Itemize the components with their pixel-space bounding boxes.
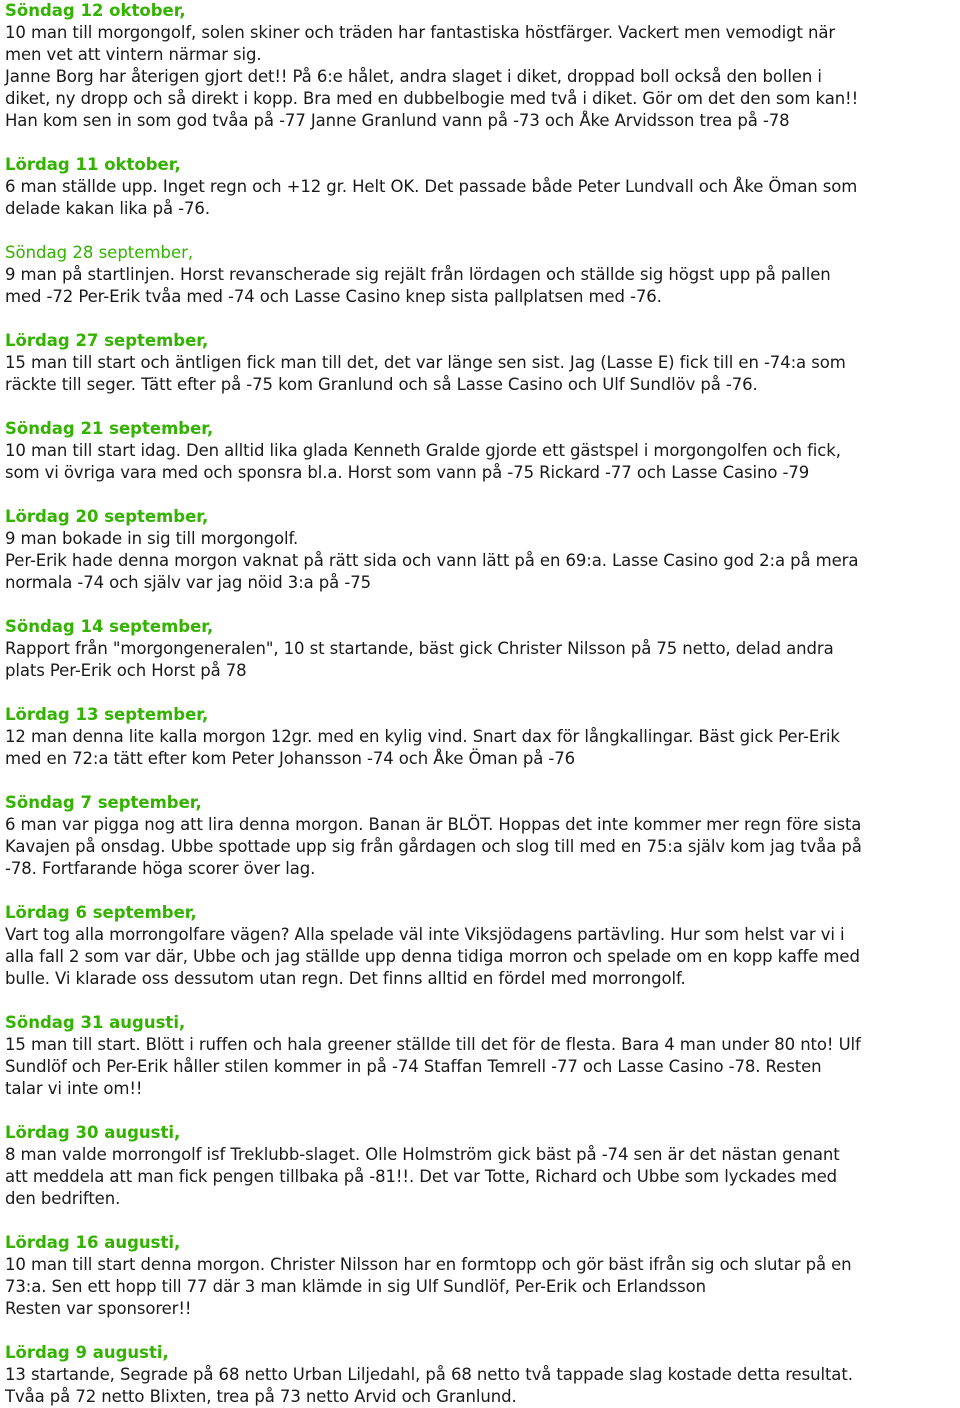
entry-text-line: 12 man denna lite kalla morgon 12gr. med en kylig vind. Snart dax för långkallingar. Bäst gick Per-Erik xyxy=(5,727,840,746)
entry-text-line: alla fall 2 som var där, Ubbe och jag ställde upp denna tidiga morron och spelade om en kopp kaffe med xyxy=(5,947,860,966)
report-entry xyxy=(5,990,960,1100)
entry-text-line: 15 man till start. Blött i ruffen och hala greener ställde till det för de flesta. Bara 4 man under 80 nto! Ulf xyxy=(5,1035,861,1054)
entry-text-line: Tvåa på 72 netto Blixten, trea på 73 netto Arvid och Granlund. xyxy=(5,1387,517,1406)
entry-date-heading: Söndag 31 augusti, xyxy=(5,1013,186,1032)
entry-spacer xyxy=(5,682,960,704)
entry-date-heading: Söndag 21 september, xyxy=(5,419,214,438)
entry-text-line: bulle. Vi klarade oss dessutom utan regn. Det finns alltid en fördel med morrongolf. xyxy=(5,969,686,988)
entry-spacer xyxy=(5,132,960,154)
entry-text-line: Janne Borg har återigen gjort det!! På 6:e hålet, andra slaget i diket, droppad boll också den bollen i xyxy=(5,67,822,86)
entry-text-line: Rapport från "morgongeneralen", 10 st startande, bäst gick Christer Nilsson på 75 netto, delad andra xyxy=(5,639,834,658)
entry-text-line: Vart tog alla morrongolfare vägen? Alla spelade väl inte Viksjödagens partävling. Hur som helst var vi i xyxy=(5,925,845,944)
entry-text-line: men vet att vintern närmar sig. xyxy=(5,45,262,64)
report-entry xyxy=(5,1210,960,1320)
entry-spacer xyxy=(5,770,960,792)
entry-spacer xyxy=(5,396,960,418)
report-entry xyxy=(5,1320,960,1408)
entry-text-line: normala -74 och själv var jag nöid 3:a på -75 xyxy=(5,573,371,592)
entry-date-heading: Söndag 7 september, xyxy=(5,793,202,812)
report-entry xyxy=(5,308,960,396)
entry-date-heading: Lördag 9 augusti, xyxy=(5,1343,169,1362)
entry-text-line: Resten var sponsorer!! xyxy=(5,1299,192,1318)
entry-text-line: med en 72:a tätt efter kom Peter Johansson -74 och Åke Öman på -76 xyxy=(5,749,576,768)
entry-text-line: 15 man till start och äntligen fick man till det, det var länge sen sist. Jag (Lasse E) fick till en -74:a som xyxy=(5,353,846,372)
entry-date-heading: Lördag 20 september, xyxy=(5,507,209,526)
entry-text-line: Kavajen på onsdag. Ubbe spottade upp sig från gårdagen och slog till med en 75:a själv kom jag tvåa på xyxy=(5,837,862,856)
entry-text-line: den bedriften. xyxy=(5,1189,121,1208)
entry-text-line: Per-Erik hade denna morgon vaknat på rätt sida och vann lätt på en 69:a. Lasse Casino god 2:a på mera xyxy=(5,551,859,570)
entry-spacer xyxy=(5,1100,960,1122)
entry-spacer xyxy=(5,308,960,330)
report-entry xyxy=(5,594,960,682)
entry-date-heading: Lördag 13 september, xyxy=(5,705,209,724)
report-entry xyxy=(5,0,960,132)
entry-text-line: plats Per-Erik och Horst på 78 xyxy=(5,661,247,680)
entry-text-line: 73:a. Sen ett hopp till 77 där 3 man klämde in sig Ulf Sundlöf, Per-Erik och Erlandsson xyxy=(5,1277,706,1296)
entry-text-line: att meddela att man fick pengen tillbaka på -81!!. Det var Totte, Richard och Ubbe som lyckades med xyxy=(5,1167,838,1186)
entry-text-line: -78. Fortfarande höga scorer över lag. xyxy=(5,859,316,878)
report-entry xyxy=(5,770,960,880)
entry-spacer xyxy=(5,1320,960,1342)
report-entry xyxy=(5,1100,960,1210)
entry-spacer xyxy=(5,880,960,902)
entry-text-line: talar vi inte om!! xyxy=(5,1079,143,1098)
report-entry xyxy=(5,880,960,990)
entry-date-heading: Lördag 11 oktober, xyxy=(5,155,181,174)
entry-text-line: 13 startande, Segrade på 68 netto Urban Liljedahl, på 68 netto två tappade slag kostade detta resultat. xyxy=(5,1365,853,1384)
entry-date-heading: Lördag 30 augusti, xyxy=(5,1123,181,1142)
entry-text-line: 6 man ställde upp. Inget regn och +12 gr. Helt OK. Det passade både Peter Lundvall och Åke Öman som xyxy=(5,177,858,196)
entry-date-heading: Lördag 6 september, xyxy=(5,903,197,922)
entry-date-heading: Lördag 16 augusti, xyxy=(5,1233,181,1252)
entry-text-line: 10 man till start denna morgon. Christer Nilsson har en formtopp och gör bäst ifrån sig och slutar på en xyxy=(5,1255,852,1274)
report-entry xyxy=(5,132,960,220)
entry-spacer xyxy=(5,220,960,242)
entry-text-line: Han kom sen in som god tvåa på -77 Janne Granlund vann på -73 och Åke Arvidsson trea på -78 xyxy=(5,111,790,130)
entry-text-line: som vi övriga vara med och sponsra bl.a. Horst som vann på -75 Rickard -77 och Lasse Casino -79 xyxy=(5,463,810,482)
entry-spacer xyxy=(5,990,960,1012)
entry-text-line: med -72 Per-Erik tvåa med -74 och Lasse Casino knep sista pallplatsen med -76. xyxy=(5,287,662,306)
entry-spacer xyxy=(5,1210,960,1232)
entry-date-heading: Lördag 27 september, xyxy=(5,331,209,350)
entry-text-line: räckte till seger. Tätt efter på -75 kom Granlund och så Lasse Casino och Ulf Sundlöv på -76. xyxy=(5,375,758,394)
entry-text-line: delade kakan lika på -76. xyxy=(5,199,210,218)
entry-text-line: 10 man till start idag. Den alltid lika glada Kenneth Gralde gjorde ett gästspel i morgongolfen och fick, xyxy=(5,441,841,460)
report-entry xyxy=(5,484,960,594)
entry-spacer xyxy=(5,594,960,616)
entry-text-line: 9 man bokade in sig till morgongolf. xyxy=(5,529,299,548)
entry-spacer xyxy=(5,484,960,506)
entry-date-heading: Söndag 14 september, xyxy=(5,617,214,636)
entry-date-heading: Söndag 12 oktober, xyxy=(5,1,186,20)
entry-date-heading: Söndag 28 september, xyxy=(5,243,194,262)
entry-text-line: 6 man var pigga nog att lira denna morgon. Banan är BLÖT. Hoppas det inte kommer mer regn före sista xyxy=(5,815,862,834)
report-entry xyxy=(5,220,960,308)
entry-text-line: 10 man till morgongolf, solen skiner och träden har fantastiska höstfärger. Vackert men vemodigt när xyxy=(5,23,836,42)
entry-text-line: Sundlöf och Per-Erik håller stilen kommer in på -74 Staffan Temrell -77 och Lasse Casino -78. Resten xyxy=(5,1057,822,1076)
entry-text-line: 9 man på startlinjen. Horst revanscherade sig rejält från lördagen och ställde sig högst upp på pallen xyxy=(5,265,831,284)
report-entry xyxy=(5,682,960,770)
entry-text-line: 8 man valde morrongolf isf Treklubb-slaget. Olle Holmström gick bäst på -74 sen är det nästan genant xyxy=(5,1145,840,1164)
report-entry xyxy=(5,396,960,484)
entry-text-line: diket, ny dropp och så direkt i kopp. Bra med en dubbelbogie med två i diket. Gör om det den som kan!! xyxy=(5,89,859,108)
report-page xyxy=(5,0,960,1408)
